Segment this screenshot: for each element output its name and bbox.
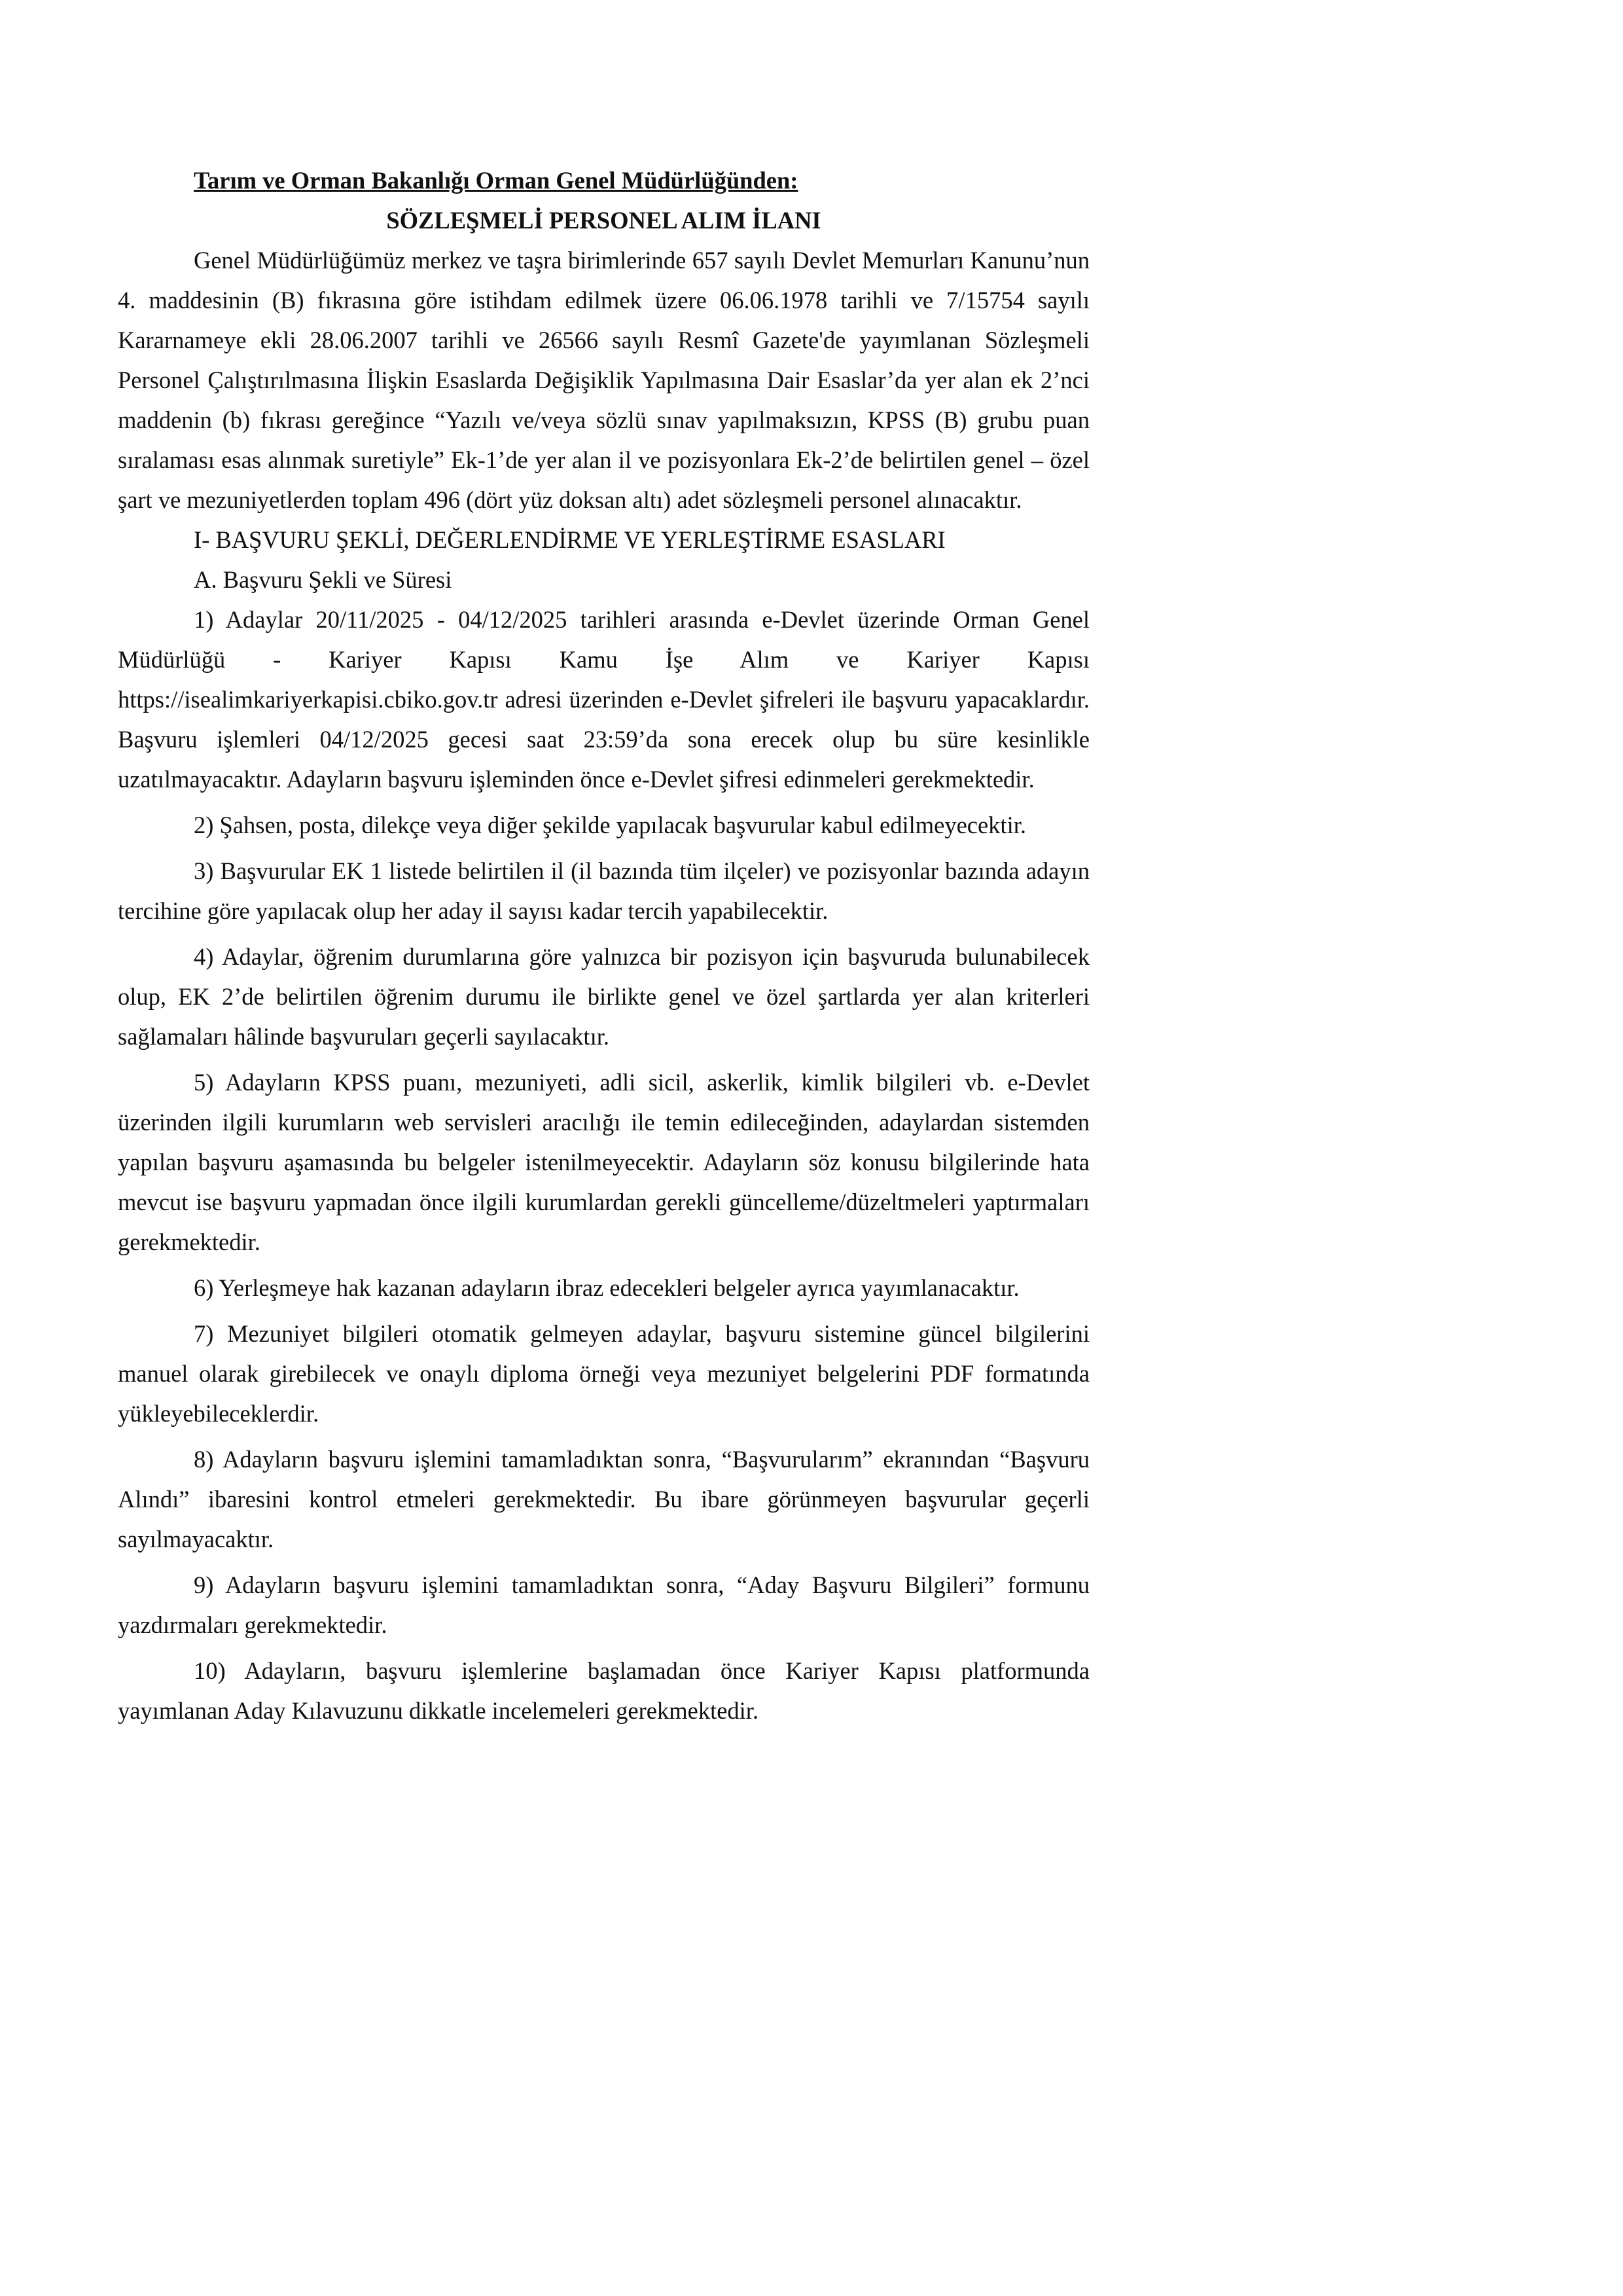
list-item-5: 5) Adayların KPSS puanı, mezuniyeti, adli sicil, askerlik, kimlik bilgileri vb. e-Devlet üzerinden ilgili kurumların web servisleri aracılığı ile temin edileceğinden, adaylardan sistemden yapılan başvuru aşamasında bu belgeler istenilmeyecektir. Adayların söz konusu bilgilerinde hata mevcut ise başvuru yapmadan önce ilgili kurumlardan gerekli güncelleme/düzeltmeleri yaptırmaları gerekmektedir. <box>118 1069 1090 1255</box>
list-item-9: 9) Adayların başvuru işlemini tamamladıktan sonra, “Aday Başvuru Bilgileri” formunu yazdırmaları gerekmektedir. <box>118 1571 1090 1638</box>
list-item-1: 1) Adaylar 20/11/2025 - 04/12/2025 tarihleri arasında e-Devlet üzerinde Orman Genel Müdürlüğü - Kariyer Kapısı Kamu İşe Alım ve Kariyer Kapısı https://isealimkariyerkapisi.cbiko.gov.tr adresi üzerinden e-Devlet şifreleri ile başvuru yapacaklardır. Başvuru işlemleri 04/12/2025 gecesi saat 23:59’da sona erecek olup bu süre kesinlikle uzatılmayacaktır. Adayların başvuru işleminden önce e-Devlet şifresi edinmeleri gerekmektedir. <box>118 606 1090 793</box>
document-page <box>118 160 1090 1731</box>
issuer-heading: Tarım ve Orman Bakanlığı Orman Genel Müdürlüğünden: <box>194 167 798 194</box>
subsection-heading: A. Başvuru Şekli ve Süresi <box>194 566 452 593</box>
intro-paragraph: Genel Müdürlüğümüz merkez ve taşra birimlerinde 657 sayılı Devlet Memurları Kanunu’nun 4. maddesinin (B) fıkrasına göre istihdam edilmek üzere 06.06.1978 tarihli ve 7/15754 sayılı Kararnameye ekli 28.06.2007 tarihli ve 26566 sayılı Resmî Gazete'de yayımlanan Sözleşmeli Personel Çalıştırılmasına İlişkin Esaslarda Değişiklik Yapılmasına Dair Esaslar’da yer alan ek 2’nci maddenin (b) fıkrası gereğince “Yazılı ve/veya sözlü sınav yapılmaksızın, KPSS (B) grubu puan sıralaması esas alınmak suretiyle” Ek-1’de yer alan il ve pozisyonlara Ek-2’de belirtilen genel – özel şart ve mezuniyetlerden toplam 496 (dört yüz doksan altı) adet sözleşmeli personel alınacaktır. <box>118 247 1090 513</box>
section-heading: I- BAŞVURU ŞEKLİ, DEĞERLENDİRME VE YERLEŞTİRME ESASLARI <box>194 526 946 553</box>
list-item-10: 10) Adayların, başvuru işlemlerine başlamadan önce Kariyer Kapısı platformunda yayımlanan Aday Kılavuzunu dikkatle incelemeleri gerekmektedir. <box>118 1657 1090 1724</box>
list-item-2: 2) Şahsen, posta, dilekçe veya diğer şekilde yapılacak başvurular kabul edilmeyecektir. <box>194 812 1026 838</box>
list-item-4: 4) Adaylar, öğrenim durumlarına göre yalnızca bir pozisyon için başvuruda bulunabilecek olup, EK 2’de belirtilen öğrenim durumu ile birlikte genel ve özel şartlarda yer alan kriterleri sağlamaları hâlinde başvuruları geçerli sayılacaktır. <box>118 943 1090 1050</box>
list-item-3: 3) Başvurular EK 1 listede belirtilen il (il bazında tüm ilçeler) ve pozisyonlar bazında adayın tercihine göre yapılacak olup her aday il sayısı kadar tercih yapabilecektir. <box>118 857 1090 924</box>
list-item-8: 8) Adayların başvuru işlemini tamamladıktan sonra, “Başvurularım” ekranından “Başvuru Alındı” ibaresini kontrol etmeleri gerekmektedir. Bu ibare görünmeyen başvurular geçerli sayılmayacaktır. <box>118 1446 1090 1552</box>
list-item-7: 7) Mezuniyet bilgileri otomatik gelmeyen adaylar, başvuru sistemine güncel bilgilerini manuel olarak girebilecek ve onaylı diploma örneği veya mezuniyet belgelerini PDF formatında yükleyebileceklerdir. <box>118 1320 1090 1427</box>
list-item-6: 6) Yerleşmeye hak kazanan adayların ibraz edecekleri belgeler ayrıca yayımlanacaktır. <box>194 1274 1020 1301</box>
announcement-title: SÖZLEŞMELİ PERSONEL ALIM İLANI <box>386 207 821 234</box>
